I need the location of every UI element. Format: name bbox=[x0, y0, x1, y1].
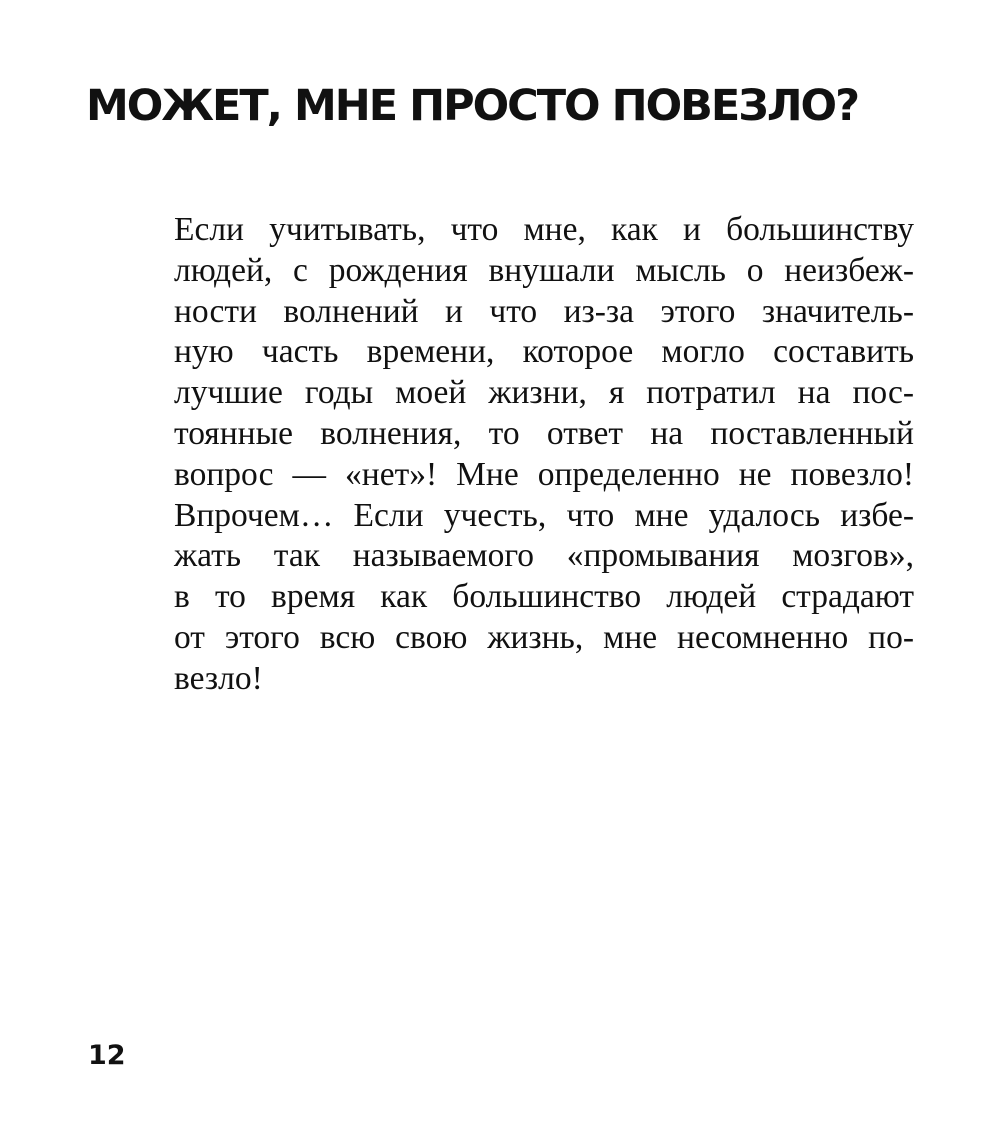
chapter-heading: МОЖЕТ, МНЕ ПРОСТО ПОВЕЗЛО? bbox=[86, 81, 859, 131]
paragraph-line: тоянные волнения, то ответ на поставленный bbox=[174, 414, 914, 452]
paragraph-line: ную часть времени, которое могло составить bbox=[174, 333, 914, 371]
paragraph-line: жать так называемого «промывания мозгов», bbox=[174, 537, 914, 575]
page-number: 12 bbox=[88, 1040, 126, 1071]
body-paragraph bbox=[174, 210, 914, 700]
paragraph-line: Впрочем… Если учесть, что мне удалось избе- bbox=[174, 496, 914, 534]
paragraph-line: лучшие годы моей жизни, я потратил на пос- bbox=[174, 374, 914, 412]
paragraph-line: людей, с рождения внушали мысль о неизбеж- bbox=[174, 251, 914, 289]
paragraph-line: ности волнений и что из-за этого значитель- bbox=[174, 292, 914, 330]
paragraph-line: везло! bbox=[174, 659, 263, 697]
paragraph-line: Если учитывать, что мне, как и большинству bbox=[174, 211, 914, 248]
paragraph-line: в то время как большинство людей страдают bbox=[174, 578, 914, 616]
paragraph-line: вопрос — «нет»! Мне определенно не повезло! bbox=[174, 455, 914, 493]
paragraph-line: от этого всю свою жизнь, мне несомненно по- bbox=[174, 618, 914, 656]
